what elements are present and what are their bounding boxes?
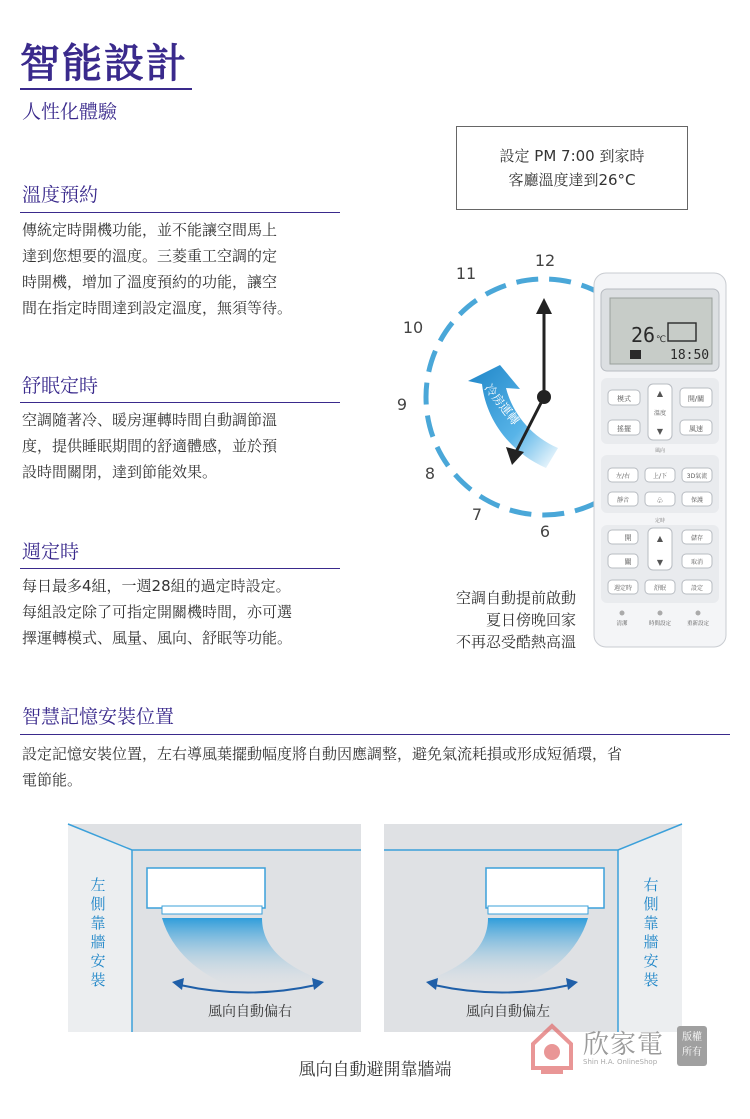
body-line: 度，提供睡眠期間的舒適體感，並於預 xyxy=(22,437,278,455)
caption-line: 空調自動提前啟動 xyxy=(455,589,576,607)
room-diagrams xyxy=(60,820,690,1035)
power-button-label: 開/關 xyxy=(687,395,705,403)
ud-button-label: 上/下 xyxy=(652,473,668,480)
section-divider xyxy=(20,402,340,403)
body-line: 設時間關閉，達到節能效果。 xyxy=(22,463,218,481)
section-body-install-memory xyxy=(22,741,732,793)
timer-down-icon: ▼ xyxy=(656,558,664,567)
clock-number: 12 xyxy=(534,251,556,270)
off-timer-button-label: 關 xyxy=(624,558,632,566)
temp-label: 溫度 xyxy=(653,410,667,417)
on-timer-button-label: 開 xyxy=(624,534,632,542)
logo-subtitle: Shin H.A. OnlineShop xyxy=(583,1058,658,1066)
on-timer-button xyxy=(608,530,638,544)
econ-button-label: 保護 xyxy=(690,497,704,504)
lr-button-label: 左/右 xyxy=(615,473,631,480)
weekly-button-label: 週定時 xyxy=(613,585,633,592)
body-line: 擇運轉模式、風量、風向、舒眠等功能。 xyxy=(22,629,293,647)
auto-start-caption xyxy=(420,587,576,653)
section-body-sleep-timer xyxy=(22,407,277,485)
badge-line: 所有 xyxy=(682,1047,702,1058)
logo-brand-text: 欣家電 xyxy=(583,1030,665,1060)
ac-vent-left xyxy=(162,906,262,914)
clock-minute-hand-tip xyxy=(536,298,552,314)
section-heading-temperature-schedule: 溫度預約 xyxy=(22,184,99,206)
page-title: 智能設計 xyxy=(20,41,188,87)
cancel-button-label: 取消 xyxy=(690,559,704,566)
callout-line: 設定 PM 7:00 到家時 xyxy=(499,147,645,165)
clock-center xyxy=(537,390,551,404)
section-body-weekly-timer xyxy=(22,573,292,651)
body-line: 時開機，增加了溫度預約的功能，讓空 xyxy=(22,273,278,291)
section-body-temperature-schedule xyxy=(22,217,292,321)
reset-button xyxy=(696,611,701,616)
mode-button-label: 模式 xyxy=(617,395,631,403)
page-subtitle: 人性化體驗 xyxy=(22,101,118,123)
reset-button-label: 重新設定 xyxy=(686,621,710,627)
remote-control xyxy=(590,270,732,650)
timer-up-icon: ▲ xyxy=(656,534,664,543)
off-timer-button xyxy=(608,554,638,568)
save-button-label: 儲存 xyxy=(690,535,704,542)
cooling-arrow-label: 冷房運轉 xyxy=(481,381,523,428)
schedule-callout-box xyxy=(456,126,688,210)
ac-unit-right xyxy=(486,868,604,908)
body-line: 間在指定時間達到設定溫度，無須等待。 xyxy=(22,299,293,317)
section-divider xyxy=(20,734,730,735)
clock-number: 8 xyxy=(424,464,436,483)
clean-button-label: 清潔 xyxy=(616,621,628,627)
room-diagram-caption: 風向自動避開靠牆端 xyxy=(298,1060,452,1080)
body-line: 電節能。 xyxy=(22,771,83,789)
lcd-time: 18:50 xyxy=(670,348,710,363)
caption-line: 夏日傍晚回家 xyxy=(485,611,576,629)
clock-number: 11 xyxy=(455,264,477,283)
set-button-label: 設定 xyxy=(690,585,704,592)
clock-set-button xyxy=(658,611,663,616)
house-logo-icon xyxy=(527,1020,577,1076)
caption-line: 不再忍受酷熱高溫 xyxy=(455,633,576,651)
title-divider xyxy=(20,88,192,90)
3d-airflow-button-label: 3D氣流 xyxy=(686,473,708,480)
airflow-group-label: 風向 xyxy=(654,448,666,454)
body-line: 傳統定時開機功能，並不能讓空間馬上 xyxy=(22,221,278,239)
body-line: 設定記憶安裝位置，左右導風葉擺動幅度將自動因應調整，避免氣流耗損或形成短循環，省 xyxy=(22,745,623,763)
section-heading-weekly-timer: 週定時 xyxy=(22,541,80,563)
quiet-button-label: 靜音 xyxy=(616,497,630,504)
airflow-right-caption: 風向自動偏右 xyxy=(208,1004,292,1020)
clock-set-button-label: 時間設定 xyxy=(648,621,672,627)
fan-button-label: 風速 xyxy=(689,425,703,433)
right-wall-install-label: 右側靠牆安裝 xyxy=(643,876,659,989)
lcd-unit: ℃ xyxy=(656,335,667,345)
lcd-mode-icon xyxy=(630,350,641,359)
allergen-icon: ♧ xyxy=(656,496,664,505)
timer-group-label: 定時 xyxy=(654,518,666,524)
callout-line: 客廳溫度達到26°C xyxy=(508,171,636,189)
left-wall-install-label: 左側靠牆安裝 xyxy=(90,876,106,989)
badge-line: 版權 xyxy=(682,1032,702,1043)
ac-unit-left xyxy=(147,868,265,908)
lcd-temperature: 26 xyxy=(631,323,656,347)
swing-button-label: 搖擺 xyxy=(617,425,631,433)
clock-number: 10 xyxy=(402,318,424,337)
airflow-left-caption: 風向自動偏左 xyxy=(466,1004,550,1020)
brand-logo xyxy=(527,1020,717,1080)
body-line: 達到您想要的溫度。三菱重工空調的定 xyxy=(22,247,278,265)
ac-vent-right xyxy=(488,906,588,914)
section-divider xyxy=(20,212,340,213)
section-heading-install-memory: 智慧記憶安裝位置 xyxy=(22,706,175,728)
clock-number: 7 xyxy=(471,505,483,524)
temp-up-icon: ▲ xyxy=(656,389,664,398)
body-line: 空調隨著冷、暖房運轉時間自動調節溫 xyxy=(22,411,278,429)
body-line: 每組設定除了可指定開關機時間，亦可選 xyxy=(22,603,293,621)
clean-button xyxy=(620,611,625,616)
section-divider xyxy=(20,568,340,569)
sleep-button-label: 舒眠 xyxy=(653,585,667,592)
body-line: 每日最多4組，一週28組的過定時設定。 xyxy=(22,577,291,595)
section-heading-sleep-timer: 舒眠定時 xyxy=(22,375,99,397)
temp-down-icon: ▼ xyxy=(656,427,664,436)
copyright-badge xyxy=(677,1026,707,1066)
clock-number: 9 xyxy=(396,395,408,414)
clock-number: 6 xyxy=(539,522,551,540)
